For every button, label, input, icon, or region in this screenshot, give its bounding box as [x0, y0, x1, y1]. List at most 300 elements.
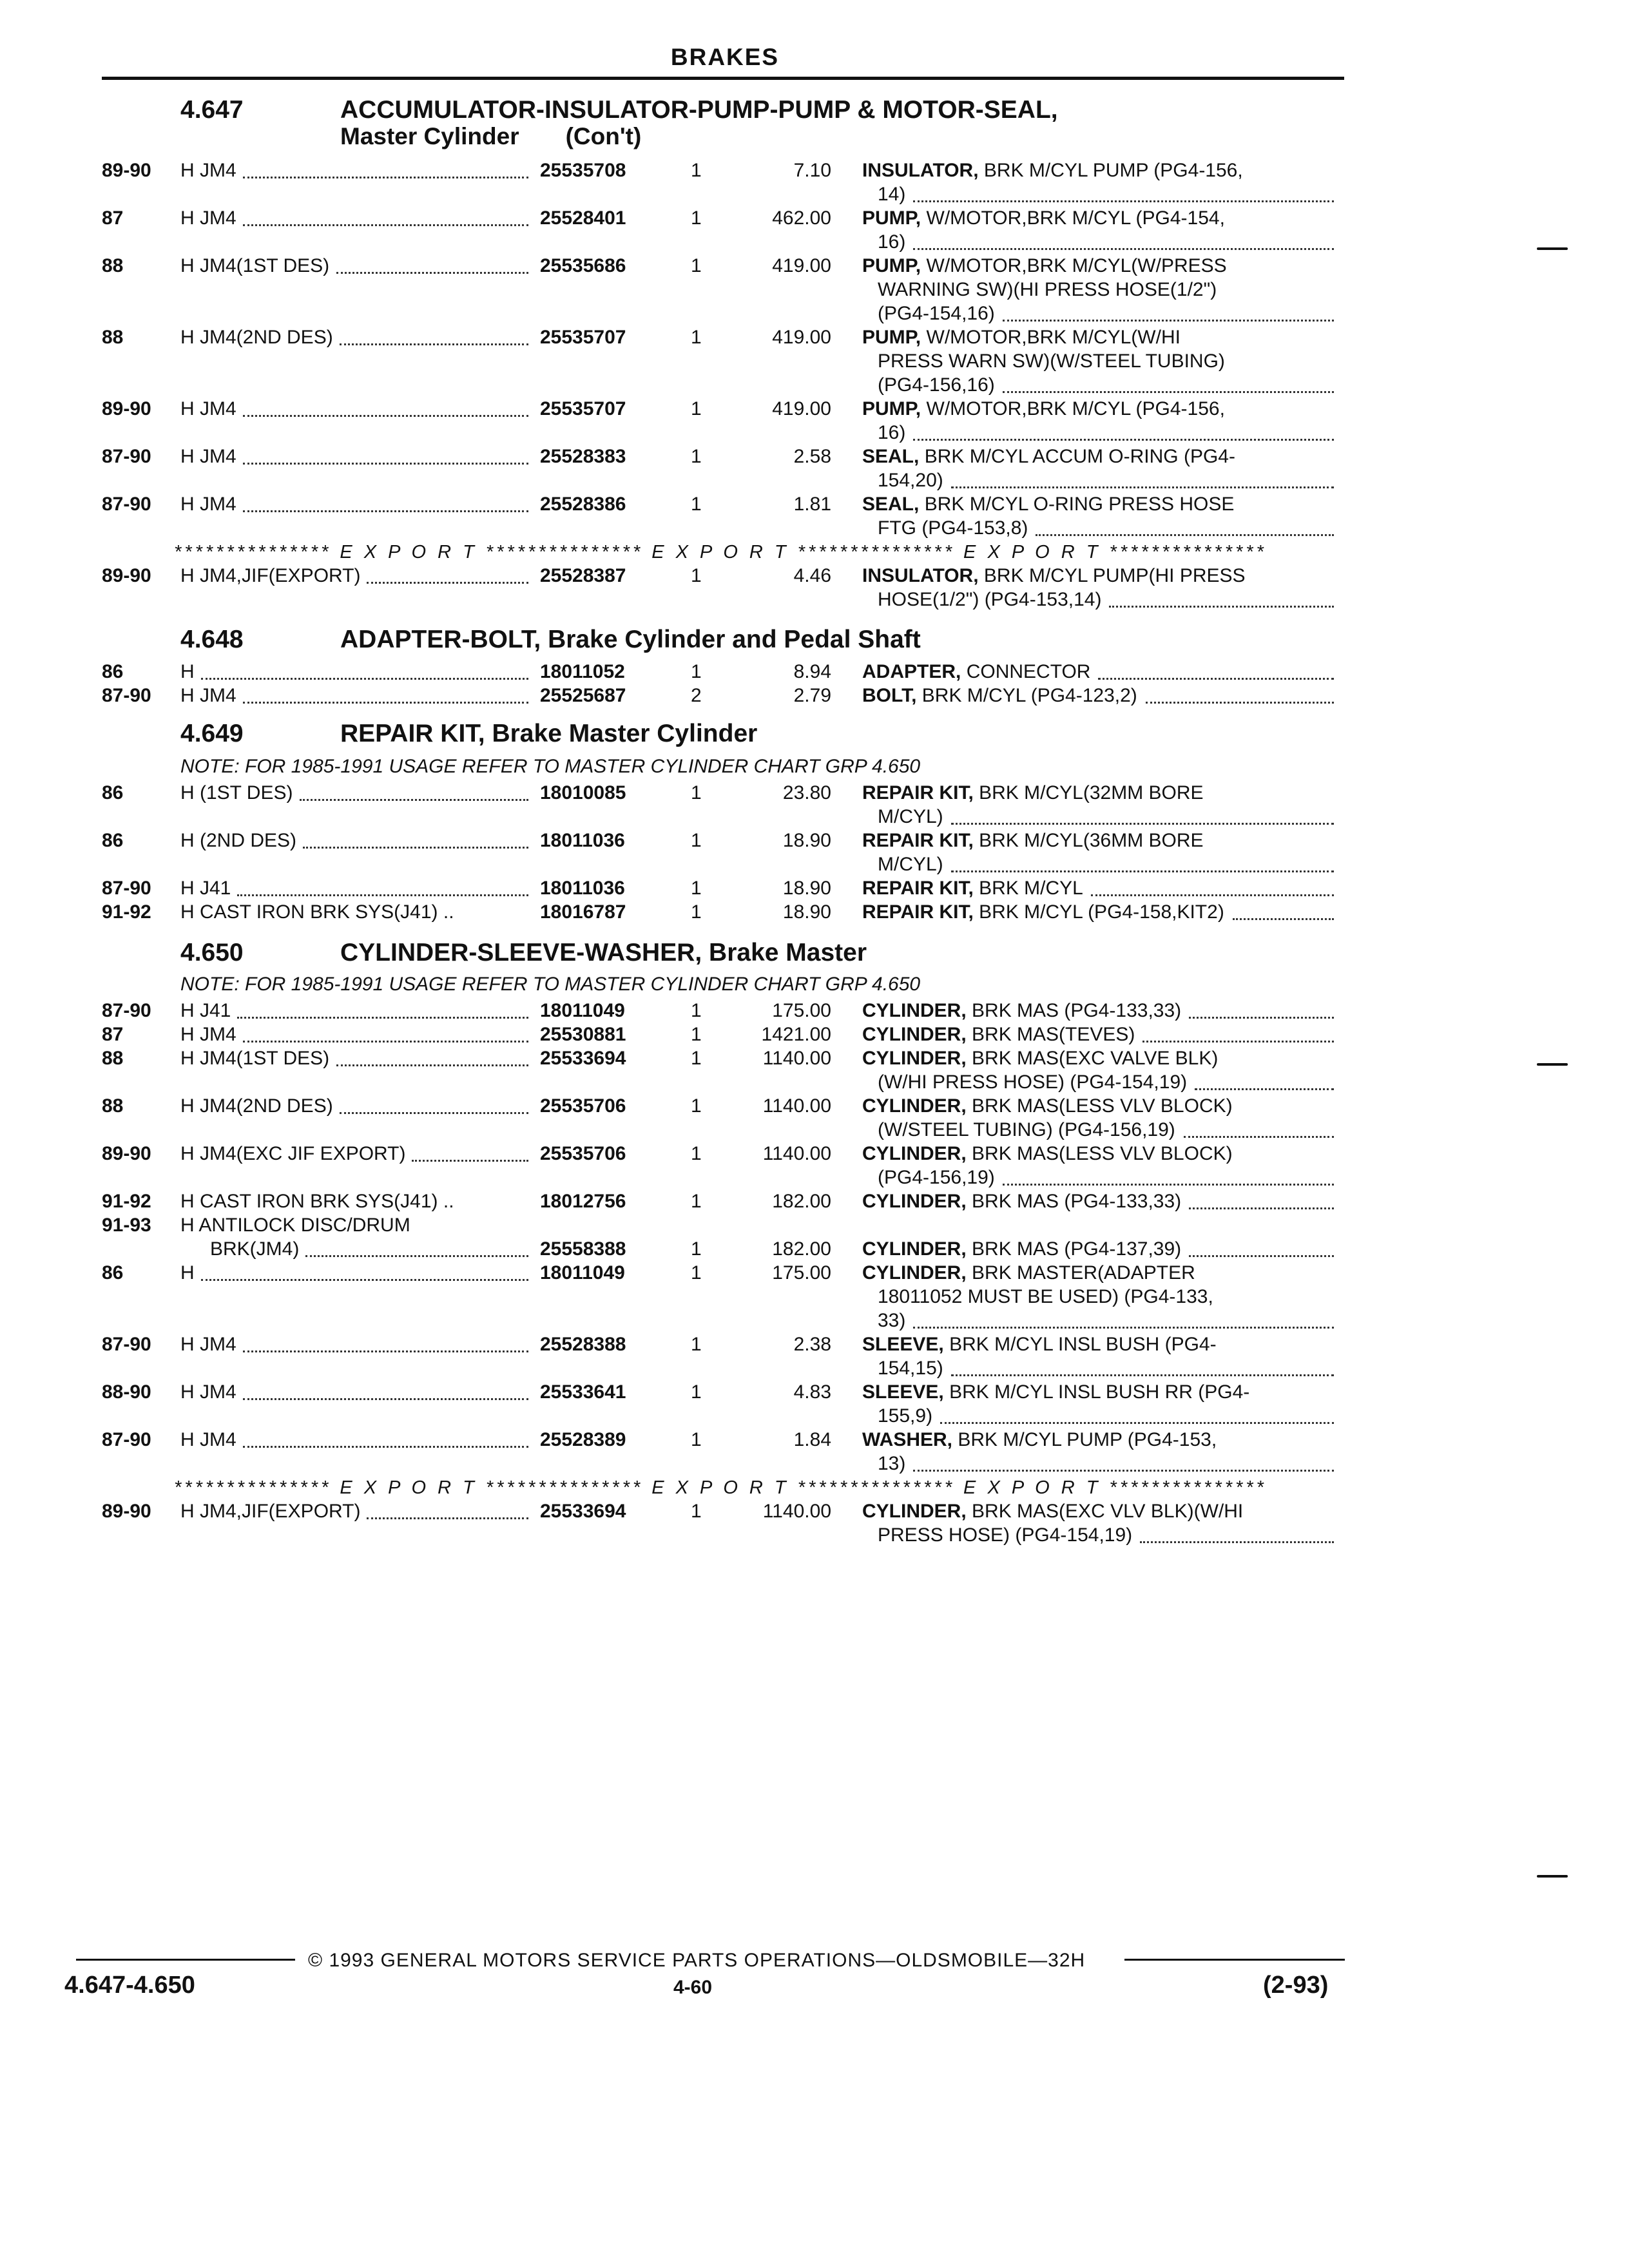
dot-leader [340, 343, 528, 345]
model-year: 87-90 [102, 1000, 151, 1021]
part-description-text: BRK M/CYL O-RING PRESS HOSE [924, 494, 1235, 515]
list-price: 8.94 [793, 661, 831, 682]
part-name: REPAIR KIT, [862, 901, 974, 923]
part-description [862, 1261, 1334, 1285]
usage-code: H JM4(1ST DES) [180, 255, 330, 276]
dot-leader [913, 248, 1334, 250]
part-number: 25528387 [540, 565, 626, 586]
dot-leader [1003, 391, 1334, 393]
usage-code: H JM4 [180, 1334, 236, 1355]
part-description-cont: FTG (PG4-153,8) [878, 517, 1028, 539]
section-number: 4.649 [180, 720, 244, 747]
dot-leader [243, 702, 528, 704]
list-price: 18.90 [782, 830, 831, 851]
list-price: 1140.00 [762, 1143, 831, 1164]
part-description [862, 397, 1334, 421]
section-number: 4.648 [180, 626, 244, 653]
section-subtitle [340, 124, 641, 149]
part-name: REPAIR KIT, [862, 878, 974, 899]
list-price: 182.00 [772, 1238, 831, 1260]
quantity: 1 [691, 661, 702, 682]
model-year: 91-93 [102, 1215, 151, 1236]
quantity: 1 [691, 1238, 702, 1260]
dot-leader [1003, 1184, 1334, 1186]
dot-leader [1109, 606, 1334, 608]
part-description-text: BRK M/CYL (PG4-158,KIT2) [979, 901, 1224, 923]
usage-code: H JM4 [180, 207, 236, 229]
usage-code: H JM4 [180, 446, 236, 467]
usage-code: H JM4 [180, 1024, 236, 1045]
model-year: 86 [102, 830, 124, 851]
list-price: 4.83 [793, 1381, 831, 1403]
part-description [862, 1189, 1334, 1213]
quantity: 1 [691, 1191, 702, 1212]
dot-leader [913, 200, 1334, 202]
list-price: 2.58 [793, 446, 831, 467]
part-description-text: BRK M/CYL PUMP (PG4-153, [958, 1429, 1217, 1450]
page-title: BRAKES [670, 44, 780, 70]
usage-code: H ANTILOCK DISC/DRUM [180, 1215, 410, 1236]
model-year: 89-90 [102, 160, 151, 181]
list-price: 175.00 [772, 1000, 831, 1021]
part-description [862, 1046, 1334, 1070]
dot-leader [243, 224, 528, 226]
quantity: 1 [691, 1429, 702, 1450]
part-description [862, 445, 1334, 468]
quantity: 1 [691, 1334, 702, 1355]
part-number: 18010085 [540, 782, 626, 803]
list-price: 23.80 [782, 782, 831, 803]
model-year: 88 [102, 255, 124, 276]
part-name: CYLINDER, [862, 1095, 967, 1117]
dot-leader [1189, 1207, 1334, 1209]
usage-code: H JM4 [180, 160, 236, 181]
quantity: 1 [691, 901, 702, 923]
margin-mark [1537, 1063, 1568, 1066]
part-number: 25530881 [540, 1024, 626, 1045]
section-title: REPAIR KIT, Brake Master Cylinder [340, 720, 758, 747]
dot-leader [201, 678, 528, 680]
dot-leader [1091, 894, 1334, 896]
part-name: CYLINDER, [862, 1501, 967, 1522]
quantity: 1 [691, 494, 702, 515]
dot-leader [913, 1327, 1334, 1329]
model-year: 87 [102, 1024, 124, 1045]
list-price: 175.00 [772, 1262, 831, 1283]
header-rule [102, 77, 1344, 80]
model-year: 88-90 [102, 1381, 151, 1403]
part-name: CYLINDER, [862, 1238, 967, 1260]
dot-leader [1233, 918, 1334, 920]
dot-leader [303, 847, 528, 849]
footer-copyright: © 1993 GENERAL MOTORS SERVICE PARTS OPERATIONS—OLDSMOBILE—32H [308, 1950, 1086, 1971]
part-description-text: BRK MAS(EXC VALVE BLK) [972, 1048, 1219, 1069]
dot-leader [243, 1446, 528, 1448]
dot-leader [1189, 1017, 1334, 1019]
quantity: 1 [691, 1048, 702, 1069]
part-description-text: BRK M/CYL(32MM BORE [979, 782, 1204, 803]
part-name: SLEEVE, [862, 1334, 944, 1355]
model-year: 88 [102, 327, 124, 348]
model-year: 89-90 [102, 1143, 151, 1164]
part-description-text: W/MOTOR,BRK M/CYL (PG4-154, [926, 207, 1225, 229]
list-price: 182.00 [772, 1191, 831, 1212]
part-description-text: BRK M/CYL ACCUM O-RING (PG4- [924, 446, 1235, 467]
part-number: 25533694 [540, 1501, 626, 1522]
part-name: SLEEVE, [862, 1381, 944, 1403]
dot-leader [243, 415, 528, 417]
section-subtitle-text: Master Cylinder [340, 123, 519, 149]
section-title: CYLINDER-SLEEVE-WASHER, Brake Master [340, 939, 867, 966]
part-description-cont: PRESS WARN SW)(W/STEEL TUBING) [878, 351, 1225, 372]
list-price: 18.90 [782, 878, 831, 899]
part-number: 25528389 [540, 1429, 626, 1450]
part-description-text: BRK M/CYL INSL BUSH (PG4- [949, 1334, 1217, 1355]
part-description [862, 492, 1334, 516]
section-number: 4.650 [180, 939, 244, 966]
part-number: 18011036 [540, 878, 625, 899]
section-header [180, 626, 921, 653]
part-name: BOLT, [862, 685, 917, 706]
part-description-text: BRK MAS (PG4-137,39) [972, 1238, 1182, 1260]
section-note: NOTE: FOR 1985-1991 USAGE REFER TO MASTER CYLINDER CHART GRP 4.650 [180, 974, 921, 995]
part-description-text: BRK M/CYL PUMP(HI PRESS [983, 565, 1246, 586]
part-description-cont: 14) [878, 184, 906, 205]
usage-code: H [180, 661, 195, 682]
part-description-text: BRK MAS(TEVES) [972, 1024, 1135, 1045]
dot-leader [243, 1041, 528, 1043]
model-year: 89-90 [102, 565, 151, 586]
part-description [862, 1094, 1334, 1118]
model-year: 87-90 [102, 1334, 151, 1355]
usage-code: H JM4(EXC JIF EXPORT) [180, 1143, 406, 1164]
usage-code: H JM4(1ST DES) [180, 1048, 330, 1069]
part-description [862, 1380, 1334, 1404]
footer-rule-left [76, 1959, 295, 1961]
part-description-cont: 33) [878, 1310, 906, 1331]
part-description [862, 660, 1334, 684]
part-name: CYLINDER, [862, 1048, 967, 1069]
part-description [862, 1332, 1334, 1356]
margin-mark [1537, 247, 1568, 250]
quantity: 1 [691, 1143, 702, 1164]
section-number: 4.647 [180, 96, 244, 124]
part-description [862, 1237, 1334, 1261]
part-number: 18011036 [540, 830, 625, 851]
part-description-cont: (W/STEEL TUBING) (PG4-156,19) [878, 1119, 1175, 1140]
part-description-text: W/MOTOR,BRK M/CYL (PG4-156, [926, 398, 1225, 419]
part-name: INSULATOR, [862, 565, 979, 586]
part-description-text: BRK MAS(EXC VLV BLK)(W/HI [972, 1501, 1244, 1522]
part-description-text: BRK MASTER(ADAPTER [972, 1262, 1195, 1283]
list-price: 2.79 [793, 685, 831, 706]
list-price: 1.84 [793, 1429, 831, 1450]
part-description-cont: M/CYL) [878, 854, 943, 875]
quantity: 1 [691, 1262, 702, 1283]
dot-leader [951, 486, 1334, 488]
part-name: INSULATOR, [862, 160, 979, 181]
part-name: PUMP, [862, 255, 921, 276]
model-year: 87-90 [102, 494, 151, 515]
part-number: 25535686 [540, 255, 626, 276]
part-description [862, 781, 1334, 805]
part-description-text: BRK MAS(LESS VLV BLOCK) [972, 1143, 1233, 1164]
part-number: 18011052 [540, 661, 625, 682]
list-price: 1140.00 [762, 1048, 831, 1069]
part-name: PUMP, [862, 398, 921, 419]
dot-leader [243, 510, 528, 512]
quantity: 1 [691, 782, 702, 803]
usage-code: H [180, 1262, 195, 1283]
part-description [862, 1142, 1334, 1166]
part-name: CYLINDER, [862, 1143, 967, 1164]
usage-code-cont: BRK(JM4) [210, 1238, 300, 1260]
dot-leader [367, 582, 528, 584]
list-price: 462.00 [772, 207, 831, 229]
part-number: 25528383 [540, 446, 626, 467]
footer-page-number: 4-60 [673, 1977, 713, 1998]
dot-leader [913, 439, 1334, 441]
section-header [180, 939, 867, 966]
quantity: 1 [691, 398, 702, 419]
footer-date: (2-93) [1263, 1972, 1329, 1999]
usage-code: H JM4,JIF(EXPORT) [180, 565, 361, 586]
part-description-text: BRK MAS(LESS VLV BLOCK) [972, 1095, 1233, 1117]
part-description-text: BRK M/CYL INSL BUSH RR (PG4- [949, 1381, 1250, 1403]
model-year: 86 [102, 661, 124, 682]
list-price: 1140.00 [762, 1501, 831, 1522]
dot-leader [1003, 320, 1334, 322]
margin-mark [1537, 1875, 1568, 1878]
part-number: 25535707 [540, 398, 626, 419]
part-description-cont: PRESS HOSE) (PG4-154,19) [878, 1524, 1133, 1546]
section-note: NOTE: FOR 1985-1991 USAGE REFER TO MASTER CYLINDER CHART GRP 4.650 [180, 756, 921, 777]
part-number: 25535706 [540, 1095, 626, 1117]
quantity: 1 [691, 446, 702, 467]
part-description [862, 876, 1334, 900]
model-year: 88 [102, 1095, 124, 1117]
part-number: 18011049 [540, 1000, 625, 1021]
model-year: 89-90 [102, 1501, 151, 1522]
part-number: 18011049 [540, 1262, 625, 1283]
part-description-cont: 154,20) [878, 470, 943, 491]
quantity: 1 [691, 255, 702, 276]
list-price: 4.46 [793, 565, 831, 586]
dot-leader [237, 894, 528, 896]
part-number: 25525687 [540, 685, 626, 706]
list-price: 419.00 [772, 255, 831, 276]
quantity: 1 [691, 160, 702, 181]
list-price: 419.00 [772, 398, 831, 419]
part-number: 25528388 [540, 1334, 626, 1355]
part-description [862, 159, 1334, 182]
dot-leader [336, 272, 528, 274]
part-description-cont: HOSE(1/2") (PG4-153,14) [878, 589, 1102, 610]
part-description [862, 1023, 1334, 1046]
dot-leader [243, 1350, 528, 1352]
part-description-cont: 13) [878, 1453, 906, 1474]
dot-leader [913, 1470, 1334, 1472]
model-year: 87-90 [102, 1429, 151, 1450]
usage-code: H JM4 [180, 494, 236, 515]
section-continued-label: (Con't) [565, 123, 642, 149]
dot-leader [243, 1398, 528, 1400]
dot-leader [243, 463, 528, 465]
dot-leader [336, 1064, 528, 1066]
dot-leader [367, 1517, 528, 1519]
usage-code: H JM4,JIF(EXPORT) [180, 1501, 361, 1522]
quantity: 1 [691, 878, 702, 899]
export-separator: *************** E X P O R T *************** E X P O R T *************** E X P O R T *************** [174, 542, 1267, 562]
dot-leader [300, 799, 528, 801]
dot-leader [1189, 1255, 1334, 1257]
part-number: 25535707 [540, 327, 626, 348]
part-name: ADAPTER, [862, 661, 961, 682]
part-description [862, 1499, 1334, 1523]
export-separator: *************** E X P O R T *************** E X P O R T *************** E X P O R T *************** [174, 1477, 1267, 1498]
usage-code: H J41 [180, 878, 231, 899]
part-description-cont: 18011052 MUST BE USED) (PG4-133, [878, 1286, 1213, 1307]
section-header [180, 97, 1058, 124]
part-description-cont: WARNING SW)(HI PRESS HOSE(1/2") [878, 279, 1217, 300]
part-description-text: BRK MAS (PG4-133,33) [972, 1000, 1182, 1021]
footer-rule-right [1124, 1959, 1345, 1961]
dot-leader [1195, 1088, 1334, 1090]
quantity: 1 [691, 830, 702, 851]
part-description [862, 325, 1334, 349]
section-header [180, 720, 757, 747]
quantity: 1 [691, 1024, 702, 1045]
part-name: SEAL, [862, 494, 920, 515]
list-price: 2.38 [793, 1334, 831, 1355]
list-price: 419.00 [772, 327, 831, 348]
usage-code: H JM4 [180, 398, 236, 419]
part-description-text: BRK MAS (PG4-133,33) [972, 1191, 1182, 1212]
model-year: 86 [102, 1262, 124, 1283]
usage-code: H JM4(2ND DES) [180, 327, 333, 348]
dot-leader [940, 1422, 1334, 1424]
section-title: ACCUMULATOR-INSULATOR-PUMP-PUMP & MOTOR-SEAL, [340, 96, 1058, 124]
dot-leader [1184, 1136, 1334, 1138]
list-price: 18.90 [782, 901, 831, 923]
part-number: 25535708 [540, 160, 626, 181]
usage-code: H CAST IRON BRK SYS(J41) .. [180, 901, 454, 923]
dot-leader [951, 823, 1334, 825]
part-name: CYLINDER, [862, 1262, 967, 1283]
footer-group-range: 4.647-4.650 [64, 1972, 195, 1999]
model-year: 88 [102, 1048, 124, 1069]
model-year: 89-90 [102, 398, 151, 419]
part-description-cont: (PG4-156,16) [878, 374, 995, 396]
model-year: 91-92 [102, 1191, 151, 1212]
usage-code: H J41 [180, 1000, 231, 1021]
section-title: ADAPTER-BOLT, Brake Cylinder and Pedal Shaft [340, 626, 921, 653]
part-description [862, 684, 1334, 707]
part-description-cont: 16) [878, 422, 906, 443]
usage-code: H CAST IRON BRK SYS(J41) .. [180, 1191, 454, 1212]
usage-code: H JM4(2ND DES) [180, 1095, 333, 1117]
dot-leader [237, 1017, 528, 1019]
part-description-text: BRK M/CYL [979, 878, 1083, 899]
part-description-cont: (PG4-154,16) [878, 303, 995, 324]
list-price: 1.81 [793, 494, 831, 515]
quantity: 1 [691, 1501, 702, 1522]
quantity: 1 [691, 1000, 702, 1021]
part-name: REPAIR KIT, [862, 830, 974, 851]
part-description-cont: (PG4-156,19) [878, 1167, 995, 1188]
dot-leader [412, 1160, 528, 1162]
list-price: 1140.00 [762, 1095, 831, 1117]
part-name: CYLINDER, [862, 1000, 967, 1021]
part-number: 25528401 [540, 207, 626, 229]
model-year: 87-90 [102, 878, 151, 899]
part-name: WASHER, [862, 1429, 953, 1450]
part-description-cont: 155,9) [878, 1405, 933, 1427]
quantity: 1 [691, 1095, 702, 1117]
part-description-cont: 154,15) [878, 1358, 943, 1379]
part-description-text: W/MOTOR,BRK M/CYL(W/HI [926, 327, 1181, 348]
dot-leader [1140, 1541, 1334, 1543]
model-year: 91-92 [102, 901, 151, 923]
part-description-cont: M/CYL) [878, 806, 943, 827]
usage-code: H JM4 [180, 685, 236, 706]
part-name: REPAIR KIT, [862, 782, 974, 803]
quantity: 1 [691, 565, 702, 586]
part-number: 25528386 [540, 494, 626, 515]
part-description [862, 999, 1334, 1023]
dot-leader [340, 1112, 528, 1114]
part-description-cont: (W/HI PRESS HOSE) (PG4-154,19) [878, 1072, 1188, 1093]
quantity: 1 [691, 327, 702, 348]
list-price: 7.10 [793, 160, 831, 181]
quantity: 1 [691, 207, 702, 229]
part-description-cont: 16) [878, 231, 906, 253]
dot-leader [951, 870, 1334, 872]
model-year: 87-90 [102, 685, 151, 706]
part-number: 25535706 [540, 1143, 626, 1164]
part-description-text: CONNECTOR [966, 661, 1091, 682]
part-name: CYLINDER, [862, 1024, 967, 1045]
part-name: CYLINDER, [862, 1191, 967, 1212]
part-number: 25558388 [540, 1238, 626, 1260]
dot-leader [243, 177, 528, 178]
dot-leader [201, 1279, 528, 1281]
list-price: 1421.00 [761, 1024, 831, 1045]
model-year: 86 [102, 782, 124, 803]
part-number: 18016787 [540, 901, 626, 923]
dot-leader [951, 1374, 1334, 1376]
usage-code: H (2ND DES) [180, 830, 297, 851]
dot-leader [305, 1255, 528, 1257]
dot-leader [1146, 702, 1334, 704]
part-number: 25533694 [540, 1048, 626, 1069]
part-name: PUMP, [862, 327, 921, 348]
quantity: 1 [691, 1381, 702, 1403]
usage-code: H JM4 [180, 1381, 236, 1403]
part-description-text: BRK M/CYL (PG4-123,2) [921, 685, 1137, 706]
part-description [862, 564, 1334, 588]
part-description-text: BRK M/CYL(36MM BORE [979, 830, 1204, 851]
part-description-text: BRK M/CYL PUMP (PG4-156, [983, 160, 1243, 181]
dot-leader [1036, 534, 1334, 536]
part-name: PUMP, [862, 207, 921, 229]
dot-leader [1098, 678, 1334, 680]
dot-leader [1142, 1041, 1334, 1043]
part-description [862, 1428, 1334, 1452]
part-number: 18012756 [540, 1191, 626, 1212]
part-number: 25533641 [540, 1381, 626, 1403]
part-description [862, 206, 1334, 230]
